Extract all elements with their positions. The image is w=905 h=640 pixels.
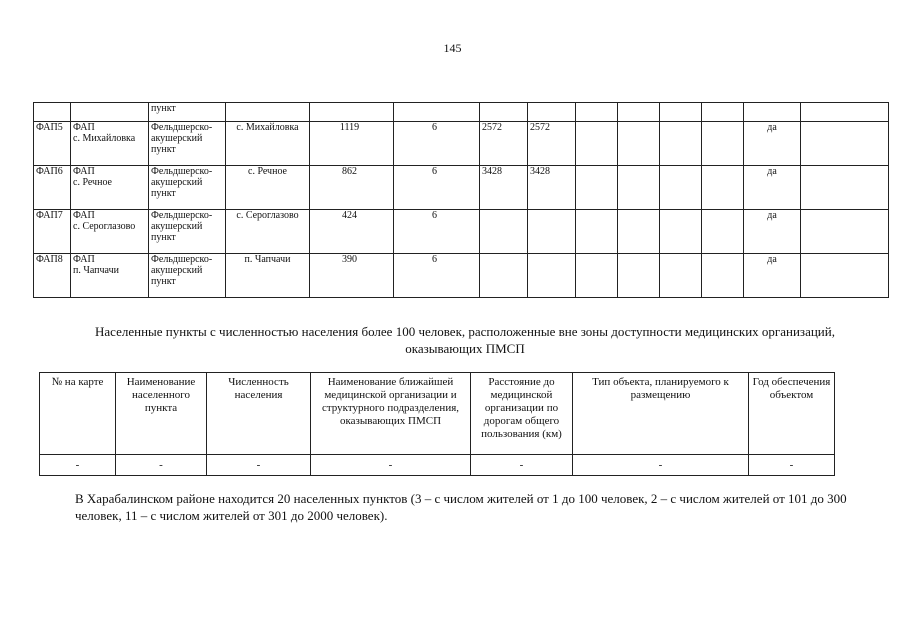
facilities-table	[33, 102, 889, 298]
table-row	[40, 455, 835, 476]
table-row	[34, 103, 889, 122]
yes-cell: да	[744, 122, 801, 166]
column-header: Наименование населенного пункта	[116, 373, 207, 455]
count-cell: 6	[394, 166, 480, 210]
name-cell: ФАП с. Сероглазово	[71, 210, 149, 254]
population-cell: 390	[310, 254, 394, 298]
name-cell: ФАП с. Речное	[71, 166, 149, 210]
table-cell: -	[749, 455, 835, 476]
id-cell: ФАП6	[34, 166, 71, 210]
yes-cell: да	[744, 254, 801, 298]
value-cell: 3428	[528, 166, 576, 210]
type-cell: Фельдшерско-акушерский пункт	[149, 122, 226, 166]
inaccessible-settlements-table	[39, 372, 835, 476]
table-row	[34, 122, 889, 166]
location-cell: с. Михайловка	[226, 122, 310, 166]
name-cell: ФАП с. Михайловка	[71, 122, 149, 166]
table-row	[34, 166, 889, 210]
column-header: № на карте	[40, 373, 116, 455]
type-cell: Фельдшерско-акушерский пункт	[149, 166, 226, 210]
yes-cell: да	[744, 210, 801, 254]
population-cell: 1119	[310, 122, 394, 166]
population-cell: 862	[310, 166, 394, 210]
count-cell: 6	[394, 254, 480, 298]
table-cell: -	[116, 455, 207, 476]
value-cell	[480, 254, 528, 298]
column-header: Расстояние до медицинской организации по дорогам общего пользования (км)	[471, 373, 573, 455]
table-row	[34, 254, 889, 298]
population-cell: 424	[310, 210, 394, 254]
location-cell: с. Речное	[226, 166, 310, 210]
column-header: Год обеспечения объектом	[749, 373, 835, 455]
table-cell: -	[207, 455, 311, 476]
column-header: Наименование ближайшей медицинской организации и структурного подразделения, оказывающих ПМСП	[311, 373, 471, 455]
page-number: 145	[443, 41, 462, 55]
name-cell: ФАП п. Чапчачи	[71, 254, 149, 298]
id-cell: ФАП7	[34, 210, 71, 254]
location-cell: с. Сероглазово	[226, 210, 310, 254]
count-cell: 6	[394, 210, 480, 254]
id-cell: ФАП5	[34, 122, 71, 166]
count-cell: 6	[394, 122, 480, 166]
table-cell: -	[573, 455, 749, 476]
table-header-row	[40, 373, 835, 455]
location-cell: п. Чапчачи	[226, 254, 310, 298]
type-cell: Фельдшерско-акушерский пункт	[149, 210, 226, 254]
table-row	[34, 210, 889, 254]
id-cell: ФАП8	[34, 254, 71, 298]
type-cell: пункт	[149, 103, 226, 122]
value-cell: 2572	[528, 122, 576, 166]
summary-paragraph: В Харабалинском районе находится 20 населенных пунктов (3 – с числом жителей от 1 до 100 человек, 2 – с числом жителей от 101 до 300 человек, 11 – с числом жителей от 301 до 2000 человек).	[75, 491, 847, 523]
value-cell: 3428	[480, 166, 528, 210]
value-cell	[528, 210, 576, 254]
column-header: Тип объекта, планируемого к размещению	[573, 373, 749, 455]
table-cell: -	[471, 455, 573, 476]
type-cell: Фельдшерско-акушерский пункт	[149, 254, 226, 298]
value-cell: 2572	[480, 122, 528, 166]
table-cell: -	[40, 455, 116, 476]
value-cell	[528, 254, 576, 298]
value-cell	[480, 210, 528, 254]
yes-cell: да	[744, 166, 801, 210]
section-heading: Населенные пункты с численностью населения более 100 человек, расположенные вне зоны доступности медицинских организаций, оказывающих ПМСП	[95, 324, 835, 356]
table-cell: -	[311, 455, 471, 476]
column-header: Численность населения	[207, 373, 311, 455]
